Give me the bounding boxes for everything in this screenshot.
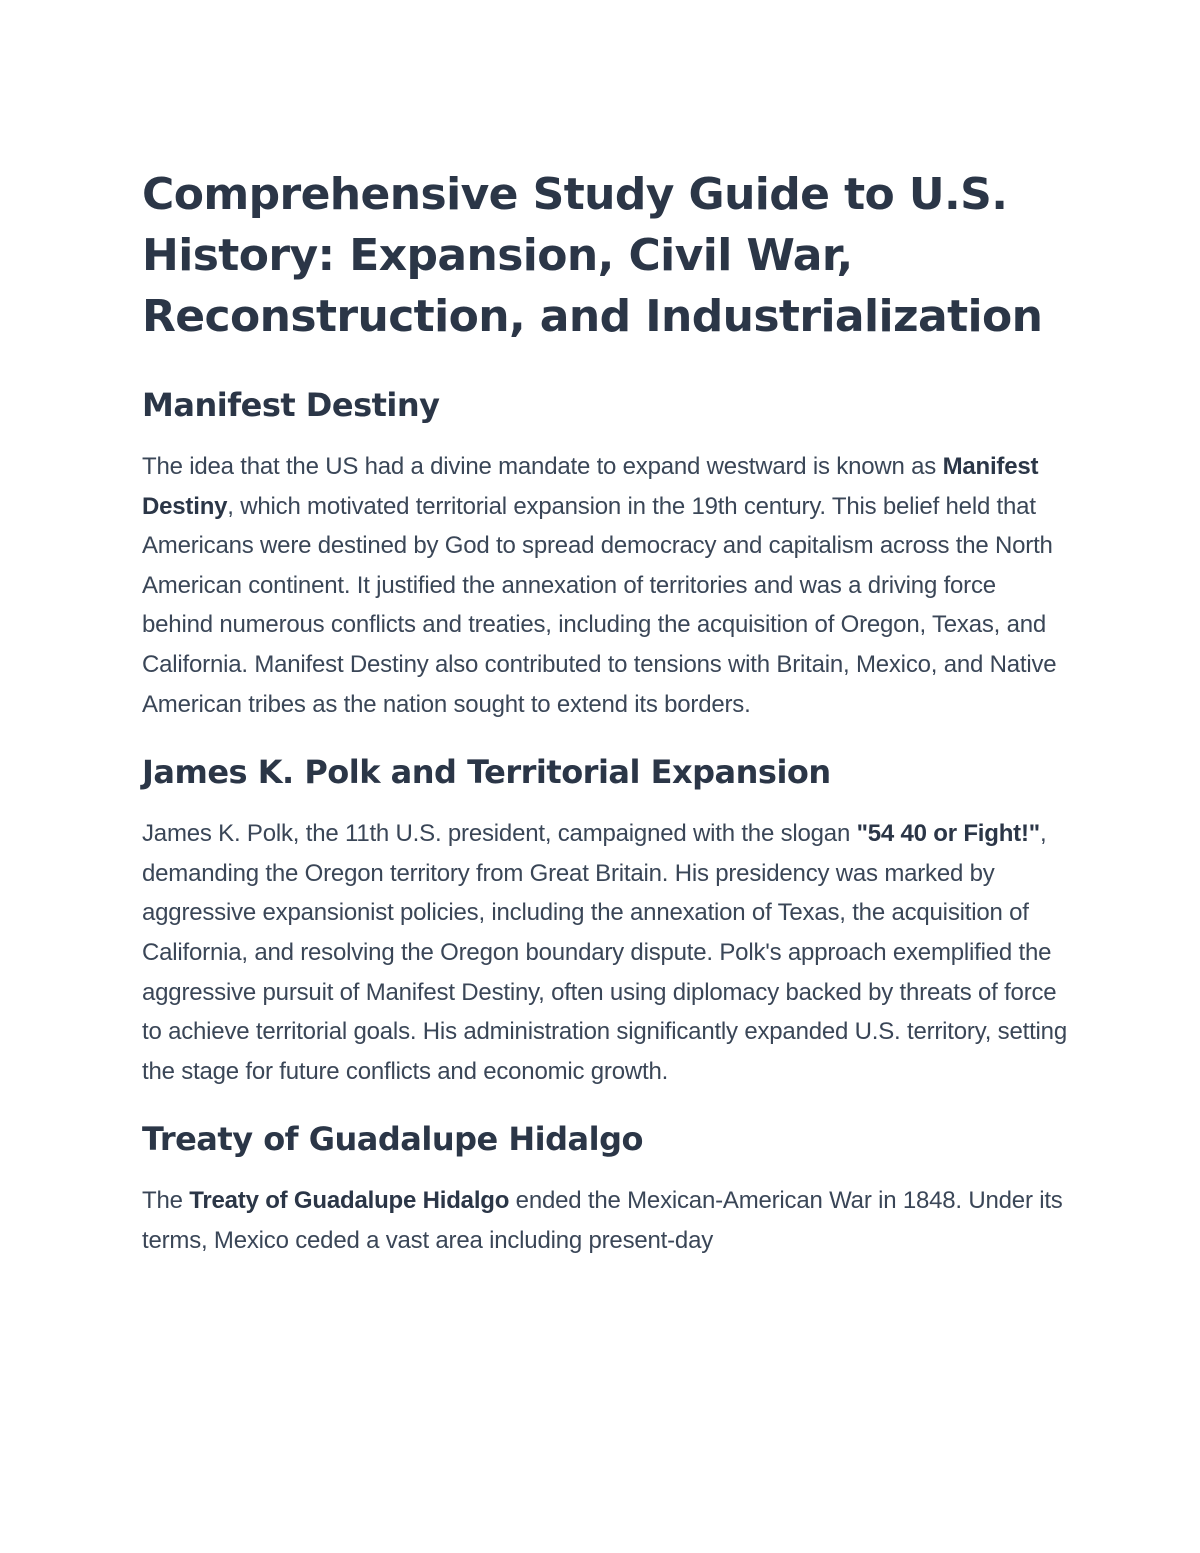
paragraph-text: , which motivated territorial expansion in the 19th century. This belief held that Americans were destined by God to spread democracy and capitalism across the North American continent. It justified the annexation of territories and was a driving force behind numerous conflicts and treaties, including the acquisition of Oregon, Texas, and California. Manifest Destiny also contributed to tensions with Britain, Mexico, and Native American tribes as the nation sought to extend its borders.	[142, 492, 1057, 718]
section-paragraph	[142, 814, 1072, 1091]
section-paragraph	[142, 1181, 1072, 1260]
paragraph-text: ended the Mexican-American War in 1848. Under its terms, Mexico ceded a vast area including present-day	[142, 1187, 1063, 1254]
section-treaty-guadalupe-hidalgo	[142, 1119, 1072, 1260]
paragraph-text: James K. Polk, the 11th U.S. president, campaigned with the slogan	[142, 820, 857, 848]
section-heading: Treaty of Guadalupe Hidalgo	[142, 1120, 643, 1159]
paragraph-text: , demanding the Oregon territory from Great Britain. His presidency was marked by aggressive expansionist policies, including the annexation of Texas, the acquisition of California, and resolving the Oregon boundary dispute. Polk's approach exemplified the aggressive pursuit of Manifest Destiny, often using diplomacy backed by threats of force to achieve territorial goals. His administration significantly expanded U.S. territory, setting the stage for future conflicts and economic growth.	[142, 820, 1067, 1085]
document-title: Comprehensive Study Guide to U.S. History: Expansion, Civil War, Reconstruction, and Industrialization	[142, 169, 1043, 342]
section-paragraph	[142, 447, 1072, 724]
paragraph-text: The idea that the US had a divine mandate to expand westward is known as	[142, 453, 943, 480]
paragraph-text: The	[142, 1187, 190, 1215]
section-heading: Manifest Destiny	[142, 386, 440, 424]
paragraph-bold-term: "54 40 or Fight!"	[856, 820, 1040, 848]
section-heading: James K. Polk and Territorial Expansion	[142, 753, 831, 792]
paragraph-bold-term: Manifest Destiny	[142, 453, 1039, 520]
document-content	[142, 164, 1072, 1289]
section-james-polk	[142, 752, 1072, 1091]
paragraph-bold-term: Treaty of Guadalupe Hidalgo	[189, 1187, 510, 1215]
section-manifest-destiny	[142, 385, 1072, 724]
